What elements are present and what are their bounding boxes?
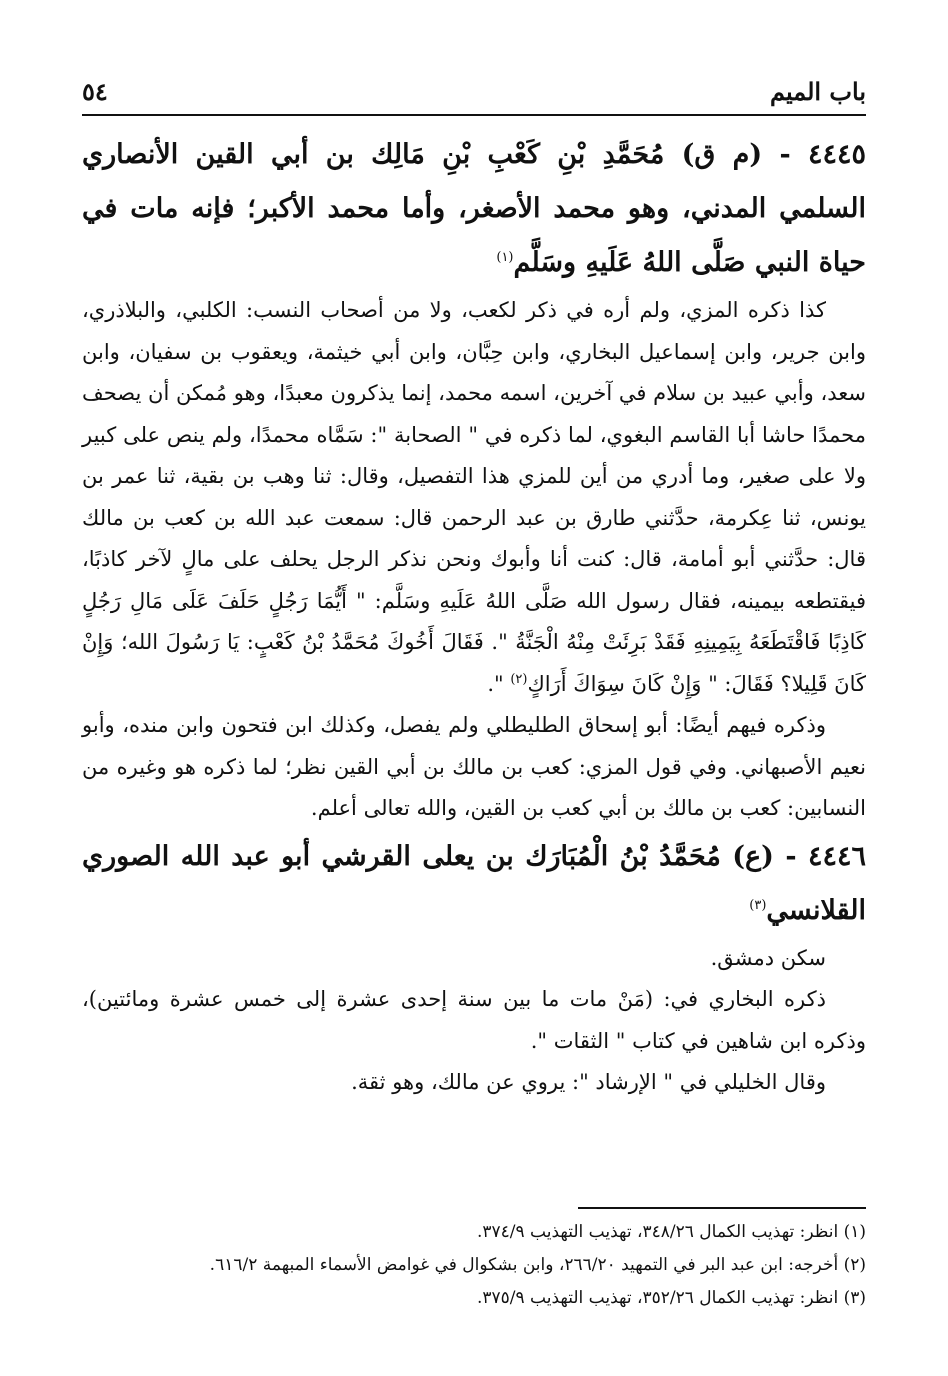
footnote: (٢) أخرجه: ابن عبد البر في التمهيد ٢٦٦/٢٠، وابن بشكوال في غوامض الأسماء المبهمة ٦١٦/٢. <box>209 1255 866 1275</box>
footnote-ref[interactable]: (٢) <box>510 671 528 687</box>
page-number: ٥٤ <box>82 77 108 106</box>
entry-paragraph: ذكره البخاري في: (مَنْ مات ما بين سنة إحدى عشرة إلى خمس عشرة ومائتين)، وذكره ابن شاهين في كتاب " الثقات ". <box>82 987 866 1053</box>
footnote-ref[interactable]: (١) <box>496 250 514 265</box>
entry-paragraph: كذا ذكره المزي، ولم أره في ذكر لكعب، ولا من أصحاب النسب: الكلبي، والبلاذري، وابن جرير، وابن إسماعيل البخاري، وابن حِبَّان، وابن أبي خيثمة، ويعقوب بن سفيان، وابن سعد، وأبي عبيد بن سلام في آخرين، اسمه محمد، إنما يذكرون معبدًا، وهو مُمكن أن يصحف محمدًا حاشا أبا القاسم البغوي، لما ذكره في " الصحابة ": سَمَّاه محمدًا، ولم ينص على كبير ولا على صغير، وما أدري من أين للمزي هذا التفصيل، وقال: ثنا وهب بن بقية، ثنا عمر بن يونس، ثنا عِكرمة، حدَّثني طارق بن عبد الرحمن قال: سمعت عبد الله بن كعب بن مالك قال: حدَّثني أبو أمامة، قال: كنت أنا وأبوك ونحن نذكر الرجل يحلف على مالٍ لآخر كاذبًا، فيقتطعه بيمينه، فقال رسول الله صَلَّى اللهُ عَلَيهِ وسَلَّم: " أَيُّمَا رَجُلٍ حَلَفَ عَلَى مَالِ رَجُلٍ كَاذِبًا فَاقْتَطَعَهُ بِيَمِينِهِ فَقَدْ بَرِئَتْ مِنْهُ الْجَنَّةُ ". فَقَالَ أَخُوكَ مُحَمَّدُ بْنُ كَعْبٍ: يَا رَسُولَ الله؛ وَإِنْ كَانَ قَلِيلا؟ فَقَالَ: " وَإِنْ كَانَ سِوَاكَ أَرَاكٍ$^{(٢)}$ ". <box>82 298 866 696</box>
chapter-title: باب الميم <box>769 77 866 106</box>
page-header <box>82 72 866 112</box>
entry-paragraph: وقال الخليلي في " الإرشاد ": يروي عن مالك، وهو ثقة. <box>351 1070 826 1094</box>
footnote: (٣) انظر: تهذيب الكمال ٣٥٢/٢٦، تهذيب التهذيب ٣٧٥/٩. <box>476 1288 866 1308</box>
entry-heading: ٤٤٤٥ - (م ق) مُحَمَّدِ بْنِ كَعْبِ بْنِ مَالِك بن أبي القين الأنصاري السلمي المدني، وهو محمد الأصغر، وأما محمد الأكبر؛ فإنه مات في حياة النبي صَلَّى اللهُ عَلَيهِ وسَلَّم$^{(١)}$ <box>82 139 866 278</box>
entry-heading: ٤٤٤٦ - (ع) مُحَمَّدُ بْنُ الْمُبَارَك بن يعلى القرشي أبو عبد الله الصوري القلانسي$^{(٣)}$ <box>82 840 866 926</box>
entry-paragraph: وذكره فيهم أيضًا: أبو إسحاق الطليطلي ولم يفصل، وكذلك ابن فتحون وابن منده، وأبو نعيم الأصبهاني. وفي قول المزي: كعب بن مالك بن أبي القين نظر؛ لما ذكره هو وغيره من النسابين: كعب بن مالك بن أبي كعب بن القين، والله تعالى أعلم. <box>82 713 866 820</box>
footnote: (١) انظر: تهذيب الكمال ٣٤٨/٢٦، تهذيب التهذيب ٣٧٤/٩. <box>476 1222 866 1242</box>
header-divider <box>82 114 866 116</box>
entry-paragraph: سكن دمشق. <box>710 945 826 970</box>
footnotes <box>82 1216 866 1315</box>
footnote-divider <box>578 1207 866 1209</box>
footnote-ref[interactable]: (٣) <box>749 897 767 913</box>
page-body <box>82 128 866 1104</box>
